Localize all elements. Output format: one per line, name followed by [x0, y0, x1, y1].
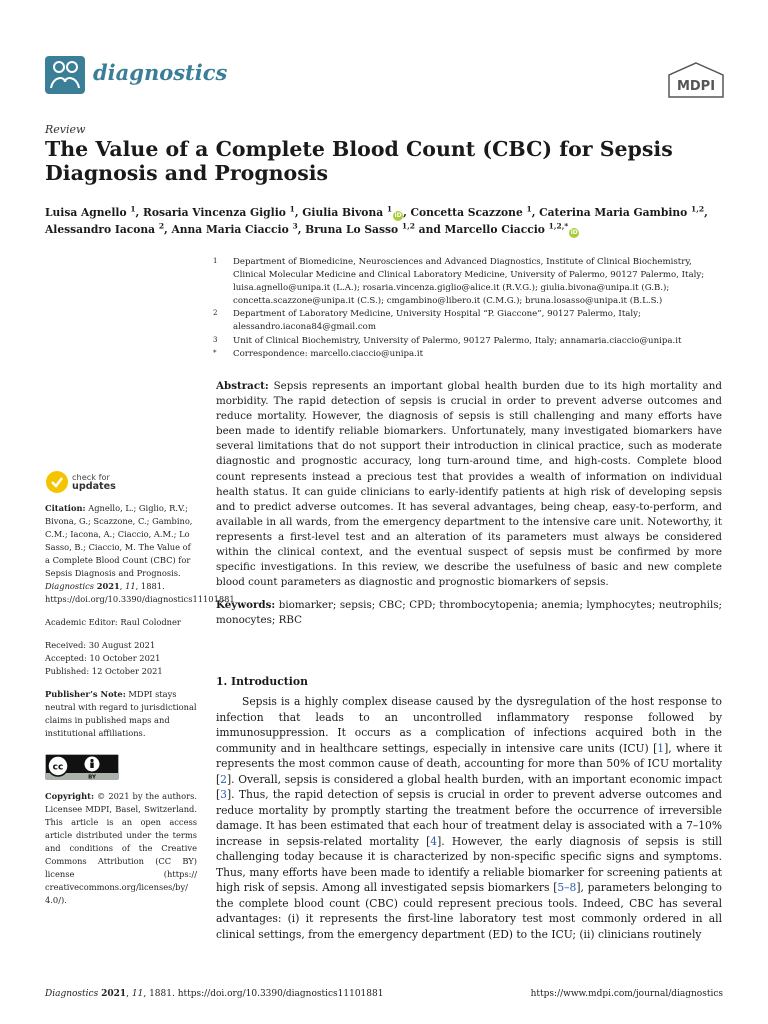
diagnostics-logo-icon: [45, 56, 85, 94]
publisher-name: MDPI: [676, 79, 716, 94]
intro-text: ], where it represents the most common cause of death, accounting for more than 50% of ICU mortality [: [216, 741, 723, 786]
publisher-note-text: MDPI stays neutral with regard to jurisdictional claims in published maps and institutional affiliations.: [45, 689, 197, 738]
copyright-text: © 2021 by the authors. Licensee MDPI, Basel, Switzerland. This article is an open access article distributed under the terms and conditions of the Creative Commons Attribution (CC BY) license (https:// creativecommons.org/licenses/by/ 4.0/).: [45, 791, 197, 905]
mdpi-logo-icon: [667, 62, 725, 98]
author-name[interactable]: , Anna Maria Ciaccio: [164, 223, 293, 236]
author-affil-mark: 1: [386, 204, 393, 214]
intro-text: Sepsis is a highly complex disease caused by the dysregulation of the host response to infection that leads to an uncontrolled inflammatory response followed by immunosuppression. It occurs as a complication of infections acquired both in the community and in healthcare settings, especially in intensive care units (ICU) [: [216, 695, 722, 755]
citation-label: Citation:: [45, 503, 86, 513]
affiliation-number: 2: [213, 309, 218, 318]
affiliations: [213, 256, 725, 361]
keywords: [216, 598, 722, 628]
footer-journal-url[interactable]: https://www.mdpi.com/journal/diagnostics: [530, 989, 723, 999]
reference-link[interactable]: 4: [430, 834, 438, 848]
check-for-updates-button[interactable]: [45, 470, 197, 498]
check-updates-line1: check for: [72, 472, 110, 482]
intro-text: ]. However, the early diagnosis of sepsis is still challenging today because it is characterized by non-specific specific signs and symptoms. Thus, many efforts have been made to identify a reliable biomarker for screening patients at high risk of sepsis. Among all investigated sepsis biomarkers [: [216, 834, 722, 894]
check-updates-text: [72, 473, 116, 491]
svg-text:BY: BY: [88, 774, 96, 780]
footer-citation: Diagnostics 2021, 11, 1881. https://doi.org/10.3390/diagnostics11101881: [45, 989, 384, 999]
journal-name: diagnostics: [93, 60, 228, 85]
author-affil-mark: 1,2: [691, 204, 705, 214]
affiliation-number: 1: [213, 257, 218, 265]
orcid-icon[interactable]: iD: [394, 212, 402, 219]
author-name[interactable]: , Rosaria Vincenza Giglio: [135, 206, 290, 219]
citation-block: Citation: Agnello, L.; Giglio, R.V.; Bivona, G.; Scazzone, C.; Gambino, C.M.; Iacona, A.; Ciaccio, A.M.; Lo Sasso, B.; Ciaccio, M. The Value of a Complete Blood Count (CBC) for Sepsis Diagnosis and Prognosis. Diagnostics 2021, 11, 1881. https://doi.org/10.3390/diagnostics11101881: [45, 503, 235, 604]
author-name[interactable]: , Giulia Bivona: [294, 206, 387, 219]
dates-block: [45, 639, 197, 678]
author-affil-mark: 3: [292, 221, 298, 231]
citation-journal: Diagnostics: [45, 581, 95, 591]
keywords-text: biomarker; sepsis; CBC; CPD; thrombocytopenia; anemia; lymphocytes; neutrophils; monocytes; RBC: [216, 599, 722, 627]
citation-year: 2021: [96, 581, 120, 591]
author-name[interactable]: Alessandro Iacona: [45, 223, 159, 236]
check-updates-line2: updates: [72, 481, 116, 492]
affiliation-number: *: [213, 348, 217, 357]
footer-volume: 11: [131, 989, 144, 999]
affiliation-text: Department of Laboratory Medicine, University Hospital “P. Giaccone”, 90127 Palermo, Italy; alessandro.iacona84@gmail.com: [233, 309, 641, 333]
affiliation-text: Department of Biomedicine, Neurosciences and Advanced Diagnostics, Institute of Clinical Biochemistry, Clinical Molecular Medicine and Clinical Laboratory Medicine, University of Palermo, 90127 Palermo, Italy; luisa.agnello@unipa.it (L.A.); rosaria.vincenza.giglio@alice.it (R.V.G.); giulia.bivona@unipa.it (G.B.); concetta.scazzone@unipa.it (C.S.); cmgambino@libero.it (C.M.G.); bruna.losasso@unipa.it (B.L.S.): [233, 257, 705, 307]
published-date: Published: 12 October 2021: [45, 666, 163, 676]
affiliation-text: Unit of Clinical Biochemistry, University of Palermo, 90127 Palermo, Italy; annamaria.ciaccio@unipa.it: [233, 335, 682, 346]
author-affil-mark: 1: [130, 204, 136, 214]
orcid-icon[interactable]: iD: [570, 229, 578, 236]
intro-text: ], parameters belonging to the complete blood count (CBC) could represent precious tools. Indeed, CBC has several advantages: (i) it represents the first-line laboratory test most commonly ordered in all clinical settings, from the emergency department (ED) to the ICU; (ii) clinicians routinely: [216, 881, 722, 941]
author-separator: ,: [704, 206, 708, 219]
sidebar: [45, 470, 235, 917]
affiliation-number: 3: [213, 335, 218, 344]
keywords-label: Keywords:: [216, 599, 276, 611]
intro-text: ]. Thus, the rapid detection of sepsis is crucial in order to prevent adverse outcomes and reduce mortality by promptly starting the treatment before the occurrence of irreversible damage. It has been estimated that each hour of treatment delay is associated with a 7–10% increase in sepsis-related mortality [: [216, 788, 722, 848]
publisher-note: [45, 688, 197, 740]
author-affil-mark: 1: [526, 204, 532, 214]
reference-link[interactable]: 3: [220, 788, 227, 801]
footer-year: 2021: [101, 989, 127, 999]
intro-text: ]. Overall, sepsis is considered a global health burden, with an important economic impact [: [216, 772, 722, 801]
author-affil-mark: 1: [289, 204, 295, 214]
author-name[interactable]: , Bruna Lo Sasso: [297, 223, 402, 236]
citation-doi-link[interactable]: , 1881. https://doi.org/10.3390/diagnostics11101881: [45, 581, 235, 604]
journal-header: [45, 56, 725, 100]
copyright-label: Copyright:: [45, 791, 95, 801]
citation-text: Agnello, L.; Giglio, R.V.; Bivona, G.; Scazzone, C.; Gambino, C.M.; Iacona, A.; Ciaccio, A.M.; Lo Sasso, B.; Ciaccio, M. The Value of a Complete Blood Count (CBC) for Sepsis Diagnosis and Prognosis.: [45, 503, 193, 578]
author-list: [45, 204, 725, 238]
affiliation-item: [213, 308, 725, 334]
author-line-1: [45, 204, 725, 221]
article-type: Review: [45, 123, 86, 136]
affiliation-item: [213, 348, 725, 361]
author-name[interactable]: , Concetta Scazzone: [403, 206, 527, 219]
author-line-2: [45, 221, 725, 238]
footer-journal: Diagnostics: [45, 989, 99, 999]
copyright-block: [45, 790, 197, 907]
reference-link[interactable]: 1: [657, 741, 665, 755]
publisher-note-label: Publisher’s Note:: [45, 689, 126, 699]
abstract-text: Sepsis represents an important global health burden due to its high mortality and morbidity. The rapid detection of sepsis is crucial in order to prevent adverse outcomes and reduce mortality. However, the diagnosis of sepsis is still challenging and many efforts have been made to identify reliable biomarkers. Unfortunately, many investigated biomarkers have several limitations that do not support their introduction in clinical practice, such as moderate diagnostic and prognostic accuracy, long turn-around time, and high-costs. Complete blood count represents instead a precious test that provides a wealth of information on individual health status. It can guide clinicians to early-identify patients at high risk of developing sepsis and to predict adverse outcomes. It has several advantages, being cheap, easy-to-perform, and available in all wards, from the emergency department to the intensive care unit. Noteworthy, it represents a first-level test and an alteration of its parameters must always be considered within the clinical context, and the eventual suspect of sepsis must be confirmed by more specific investigations. In this review, we describe the usefulness of basic and new complete blood count parameters as diagnostic and prognostic biomarkers of sepsis.: [216, 380, 722, 589]
check-updates-icon: [45, 470, 69, 494]
citation-volume: 11: [125, 581, 136, 591]
section-heading-introduction: 1. Introduction: [216, 675, 308, 688]
accepted-date: Accepted: 10 October 2021: [45, 653, 161, 663]
received-date: Received: 30 August 2021: [45, 640, 156, 650]
author-name[interactable]: , Caterina Maria Gambino: [531, 206, 692, 219]
author-affil-mark: 1,2,*: [548, 221, 569, 231]
footer-doi-link[interactable]: , 1881. https://doi.org/10.3390/diagnostics11101881: [143, 989, 384, 999]
author-affil-mark: 2: [158, 221, 165, 231]
introduction-paragraph: [216, 694, 722, 942]
cc-by-license-icon[interactable]: [45, 754, 119, 780]
affiliation-item: [213, 256, 725, 308]
academic-editor: Academic Editor: Raul Colodner: [45, 617, 181, 627]
author-name[interactable]: Luisa Agnello: [45, 206, 131, 219]
author-affil-mark: 1,2: [401, 221, 415, 231]
abstract-label: Abstract:: [216, 380, 269, 392]
reference-link[interactable]: 5–8: [557, 881, 577, 894]
svg-text:cc: cc: [52, 762, 64, 773]
abstract: [216, 379, 722, 590]
reference-link[interactable]: 2: [220, 772, 227, 786]
affiliation-item: [213, 335, 725, 348]
correspondence-text: Correspondence: marcello.ciaccio@unipa.it: [233, 348, 424, 359]
author-name[interactable]: and Marcello Ciaccio: [414, 223, 549, 236]
article-title: The Value of a Complete Blood Count (CBC) for Sepsis Diagnosis and Prognosis: [45, 137, 673, 185]
